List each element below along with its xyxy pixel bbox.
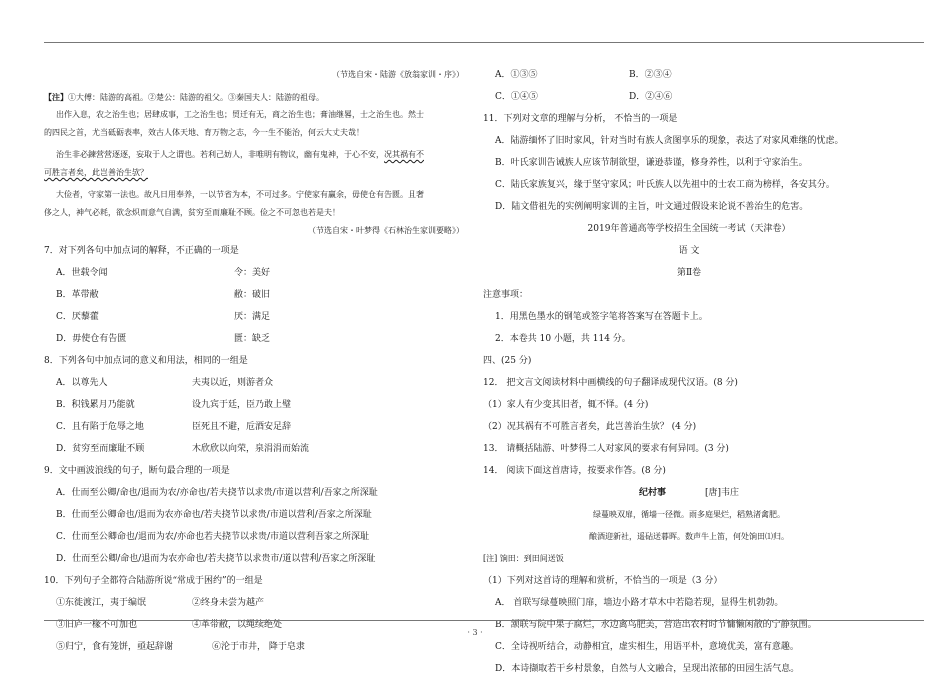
q12-part-2: （2）况其祸有不可胜言者矣，此岂善治生欤？ (4 分) — [483, 422, 697, 432]
q11-option-b: B．叶氏家训告诫族人应该节制欲望，谦逊恭谨，修身养性，以利于守家治生。 — [495, 158, 808, 168]
q14-option-d: D．本诗撷取若干乡村景象，自然与人文融合，呈现出浓郁的田园生活气息。 — [495, 664, 800, 674]
top-rule — [44, 42, 924, 43]
notice-item-1: 1．用黑色墨水的钢笔或签字笔将答案写在答题卡上。 — [495, 312, 708, 322]
q9-option-b: B．仕而至公卿命也/退而为农亦命也/若夫挠节以求贵/市道以营利/吾家之所深耻 — [56, 510, 372, 520]
q8-option-d-compare: 木欣欣以向荣，泉涓涓而始流 — [192, 444, 310, 454]
q10-option-d: D．②④⑥ — [629, 92, 673, 102]
source-citation-1: （节选自宋・陆游《放翁家训・序》） — [332, 70, 464, 79]
note-label: 【注】 — [44, 92, 68, 102]
q9-option-c: C．仕而至公卿命也/退而为农/亦命也若夫挠节以求贵/市道以营利吾家之所深耻 — [56, 532, 369, 542]
poem-title: 纪村事 — [639, 488, 667, 498]
question-10: 10．下列句子全都符合陆游所说“常成于困约”的一组是 — [44, 576, 263, 586]
paragraph-3-line-1: 大俭者，守家第一法也。故凡日用奉养，一以节省为本，不可过多。宁使家有赢余，毋使仓有告匮。且奢 — [56, 190, 424, 199]
q7-option-c: C．厌藜藿 — [56, 312, 99, 322]
question-7: 7．对下列各句中加点词的解释，不正确的一项是 — [44, 246, 239, 256]
q10-option-b: B．②③④ — [629, 70, 672, 80]
notice-heading: 注意事项： — [483, 290, 529, 300]
q8-option-b: B．积钱累月乃能就 — [56, 400, 135, 410]
q8-option-c-compare: 臣死且不避，卮酒安足辞 — [192, 422, 292, 432]
q7-option-c-explanation: 厌：满足 — [234, 312, 271, 322]
q8-option-b-compare: 设九宾于廷，臣乃敢上璧 — [192, 400, 292, 410]
q8-option-a: A．以尊先人 — [56, 378, 108, 388]
q14-option-c: C．全诗视听结合，动静相宜，虚实相生，用语平朴，意境优美，富有意趣。 — [495, 642, 799, 652]
paragraph-2-text: 治生非必鍊营营逐逐，妄取于人之谓也。若利己妨人，非唯明有物议，幽有鬼神，于心不安， — [56, 150, 384, 159]
q7-option-b: B．革带敝 — [56, 290, 99, 300]
q10-item-5: ⑤归宁，食有笼饼，亟起辞谢 — [56, 642, 174, 652]
question-11: 11．下列对文章的理解与分析， 不恰当的一项是 — [483, 114, 678, 124]
q10-item-6: ⑥沦于市井， 降于皂隶 — [212, 642, 305, 652]
q14-option-b: B．颔联写院中果子腐烂，水边禽鸟肥美，营造出农村时节慵懒闲散的宁静氛围。 — [495, 620, 817, 630]
poem-author: [唐]韦庄 — [705, 488, 740, 498]
paragraph-2-line-1 — [56, 149, 424, 161]
poem-note: [注] 饷田：到田间送饭 — [483, 554, 564, 563]
poem-line-1: 绿蔓映双扉，循墙一径微。雨多庭果烂，稻熟渚禽肥。 — [593, 510, 785, 519]
exam-title: 2019年普通高等学校招生全国统一考试（天津卷） — [587, 224, 791, 234]
paragraph-3-line-2: 侈之人，神气必耗，欲念炽而意气自满，贫穷至而廉耻不顾。俭之不可忽也若是夫！ — [44, 208, 340, 217]
q11-option-c: C．陆氏家族复兴，缘于坚守家风；叶氏族人以先祖中的士农工商为榜样，各安其分。 — [495, 180, 835, 190]
note-text: ①大傅：陆游的高祖。②楚公：陆游的祖父。③秦国夫人：陆游的祖母。 — [68, 93, 324, 102]
section-four-heading: 四、(25 分) — [483, 356, 532, 366]
q14-part-1: （1）下列对这首诗的理解和赏析，不恰当的一项是（3 分） — [483, 576, 723, 586]
q11-option-d: D．陆文借祖先的实例阐明家训的主旨，叶文通过假设来论说不善治生的危害。 — [495, 202, 809, 212]
notice-item-2: 2．本卷共 10 小题，共 114 分。 — [495, 334, 631, 344]
q8-option-a-compare: 夫夷以近，则游者众 — [192, 378, 274, 388]
q10-item-1: ①东徙渡江，夷于编氓 — [56, 598, 147, 608]
q10-item-2: ②终身未尝为越产 — [192, 598, 265, 608]
bottom-rule — [44, 620, 924, 621]
q9-option-a: A．仕而至公卿/命也/退而为农/亦命也/若夫挠节以求贵/市道以营利/吾家之所深耻 — [56, 488, 378, 498]
wavy-underlined-sentence-part-2: 可胜言者矣，此岂善治生欤？ — [44, 168, 148, 177]
q14-option-a: A． 首联写绿蔓映照门扉，墙边小路才草木中若隐若现，显得生机勃勃。 — [495, 598, 784, 608]
q7-option-b-explanation: 敝：破旧 — [234, 290, 271, 300]
q10-item-3: ③旧庐一椽不可加也 — [56, 620, 138, 630]
question-9: 9．文中画波浪线的句子，断句最合理的一项是 — [44, 466, 230, 476]
q7-option-d: D．毋使仓有告匮 — [56, 334, 127, 344]
subject-title: 语 文 — [678, 246, 700, 256]
question-12: 12． 把文言文阅读材料中画横线的句子翻译成现代汉语。(8 分) — [483, 378, 738, 388]
paragraph-1-line-1: 出作入息，农之治生也；居肆成事，工之治生也；贸迁有无，商之治生也；膏油继晷，士之治生也。然士 — [56, 110, 424, 119]
poem-line-2: 酿酒迎新社，遥砧送暮晖。数声牛上笛，何处饷田⑴归。 — [589, 532, 789, 541]
paragraph-1-line-2: 的四民之首，尤当砥砺表率，效古人体天地、育万物之志，今一生不能治，何云大丈夫哉！ — [44, 128, 364, 137]
annotation-note — [44, 91, 324, 104]
q9-option-d: D．仕而至公卿/命也/退而为农亦命也/若夫挠节以求贵市/道以营利/吾家之所深耻 — [56, 554, 376, 564]
q10-option-a: A．①③⑤ — [495, 70, 538, 80]
q8-option-c: C．且有陷于危辱之地 — [56, 422, 144, 432]
source-citation-2: （节选自宋・叶梦得《石林治生家训要略》） — [308, 226, 464, 235]
q10-option-c: C．①④⑤ — [495, 92, 538, 102]
wavy-underlined-sentence-part-1: 况其祸有不 — [384, 150, 424, 159]
question-14: 14． 阅读下面这首唐诗，按要求作答。(8 分) — [483, 466, 666, 476]
page-number: · 3 · — [467, 628, 483, 637]
q10-item-4: ④革带敝，以绳续绝处 — [192, 620, 283, 630]
q7-option-a: A．世载令闻 — [56, 268, 108, 278]
question-13: 13． 请概括陆游、叶梦得二人对家风的要求有何异同。(3 分) — [483, 444, 729, 454]
question-8: 8．下列各句中加点词的意义和用法，相同的一组是 — [44, 356, 248, 366]
q12-part-1: （1）家人有少变其旧者，辄不怿。(4 分) — [483, 400, 649, 410]
q7-option-d-explanation: 匮：缺乏 — [234, 334, 271, 344]
volume-title: 第Ⅱ卷 — [676, 268, 702, 278]
q11-option-a: A．陆游缅怀了旧时家风，针对当时有族人贪图享乐的现象，表达了对家风难继的忧虑。 — [495, 136, 844, 146]
q8-option-d: D．贫穷至而廉耻不顾 — [56, 444, 145, 454]
q7-option-a-explanation: 令：美好 — [234, 268, 271, 278]
paragraph-2-line-2 — [44, 167, 148, 179]
